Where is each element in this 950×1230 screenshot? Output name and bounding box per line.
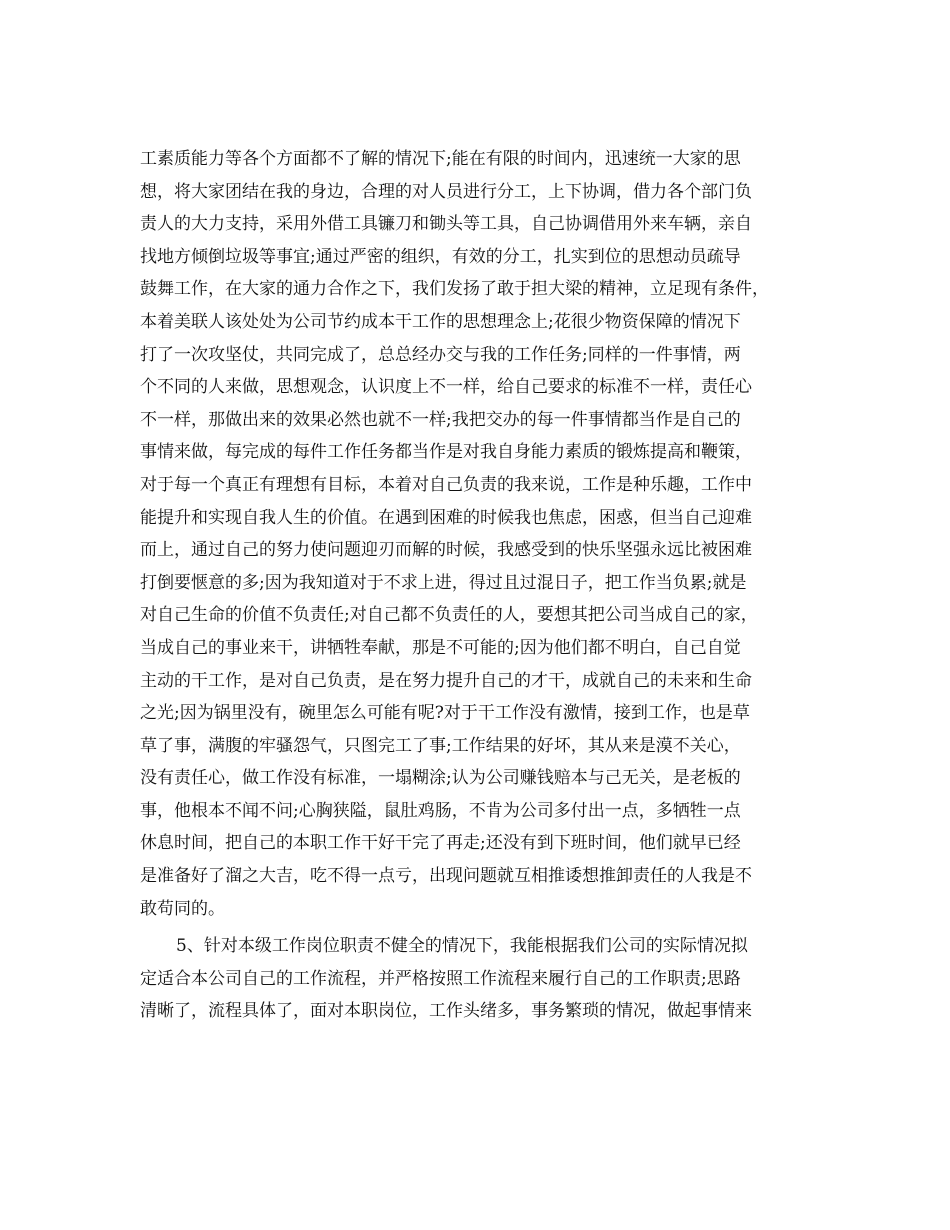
text-line: 之光;因为锅里没有，碗里怎么可能有呢?对于干工作没有激情，接到工作，也是草 [140,703,750,724]
text-line: 草了事，满腹的牢骚怨气，只图完工了事;工作结果的好坏，其从来是漠不关心， [140,735,741,756]
text-line: 个不同的人来做，思想观念，认识度上不一样，给自己要求的标准不一样，责任心 [140,377,752,398]
text-line-indented: 5、针对本级工作岗位职责不健全的情况下，我能根据我们公司的实际情况拟 [176,936,748,957]
document-body [140,143,820,1028]
text-line: 清晰了，流程具体了，面对本职岗位，工作头绪多，事务繁琐的情况，做起事情来 [140,1001,752,1022]
text-line: 找地方倾倒垃圾等事宜;通过严密的组织，有效的分工，扎实到位的思想动员疏导 [140,246,741,267]
text-line: 事，他根本不闻不问;心胸狭隘，鼠肚鸡肠，不肯为公司多付出一点，多牺牲一点 [140,800,741,821]
text-line: 想，将大家团结在我的身边，合理的对人员进行分工，上下协调，借力各个部门负 [140,181,752,202]
text-line: 对于每一个真正有理想有目标，本着对自己负责的我来说，工作是种乐趣，工作中 [140,474,752,495]
paragraph-5 [140,930,820,1028]
text-line: 是准备好了溜之大吉，吃不得一点亏，出现问题就互相推诿想推卸责任的人我是不 [140,866,752,887]
text-line: 主动的干工作，是对自己负责，是在努力提升自己的才干，成就自己的未来和生命 [140,670,752,691]
text-line: 对自己生命的价值不负责任;对自己都不负责任的人，要想其把公司当成自己的家， [140,605,758,626]
text-line: 不一样，那做出来的效果必然也就不一样;我把交办的每一件事情都当作是自己的 [140,409,741,430]
text-line: 事情来做，每完成的每件工作任务都当作是对我自身能力素质的锻炼提高和鞭策， [140,442,752,463]
text-line: 能提升和实现自我人生的价值。在遇到困难的时候我也焦虑，困惑，但当自己迎难 [140,507,752,528]
text-line: 打倒要惬意的多;因为我知道对于不求上进，得过且过混日子，把工作当负累;就是 [140,572,747,593]
text-line: 责人的大力支持，采用外借工具镰刀和锄头等工具，自己协调借用外来车辆，亲自 [140,214,752,235]
text-line: 本着美联人该处处为公司节约成本干工作的思想理念上;花很少物资保障的情况下 [140,311,741,332]
text-line: 敢苟同的。 [140,898,225,919]
text-line: 休息时间，把自己的本职工作干好干完了再走;还没有到下班时间，他们就早已经 [140,833,741,854]
paragraph-continued [140,143,820,925]
text-line: 打了一次攻坚仗，共同完成了，总总经办交与我的工作任务;同样的一件事情，两 [140,344,741,365]
text-line: 定适合本公司自己的工作流程，并严格按照工作流程来履行自己的工作职责;思路 [140,968,741,989]
text-line: 而上，通过自己的努力使问题迎刃而解的时候，我感受到的快乐坚强永远比被困难 [140,540,752,561]
text-line: 鼓舞工作，在大家的通力合作之下，我们发扬了敢于担大梁的精神，立足现有条件， [140,279,769,300]
text-line: 当成自己的事业来干，讲牺牲奉献，那是不可能的;因为他们都不明白，自己自觉 [140,637,741,658]
text-line: 没有责任心，做工作没有标准，一塌糊涂;认为公司赚钱赔本与己无关，是老板的 [140,768,741,789]
text-line: 工素质能力等各个方面都不了解的情况下;能在有限的时间内，迅速统一大家的思 [140,149,741,169]
